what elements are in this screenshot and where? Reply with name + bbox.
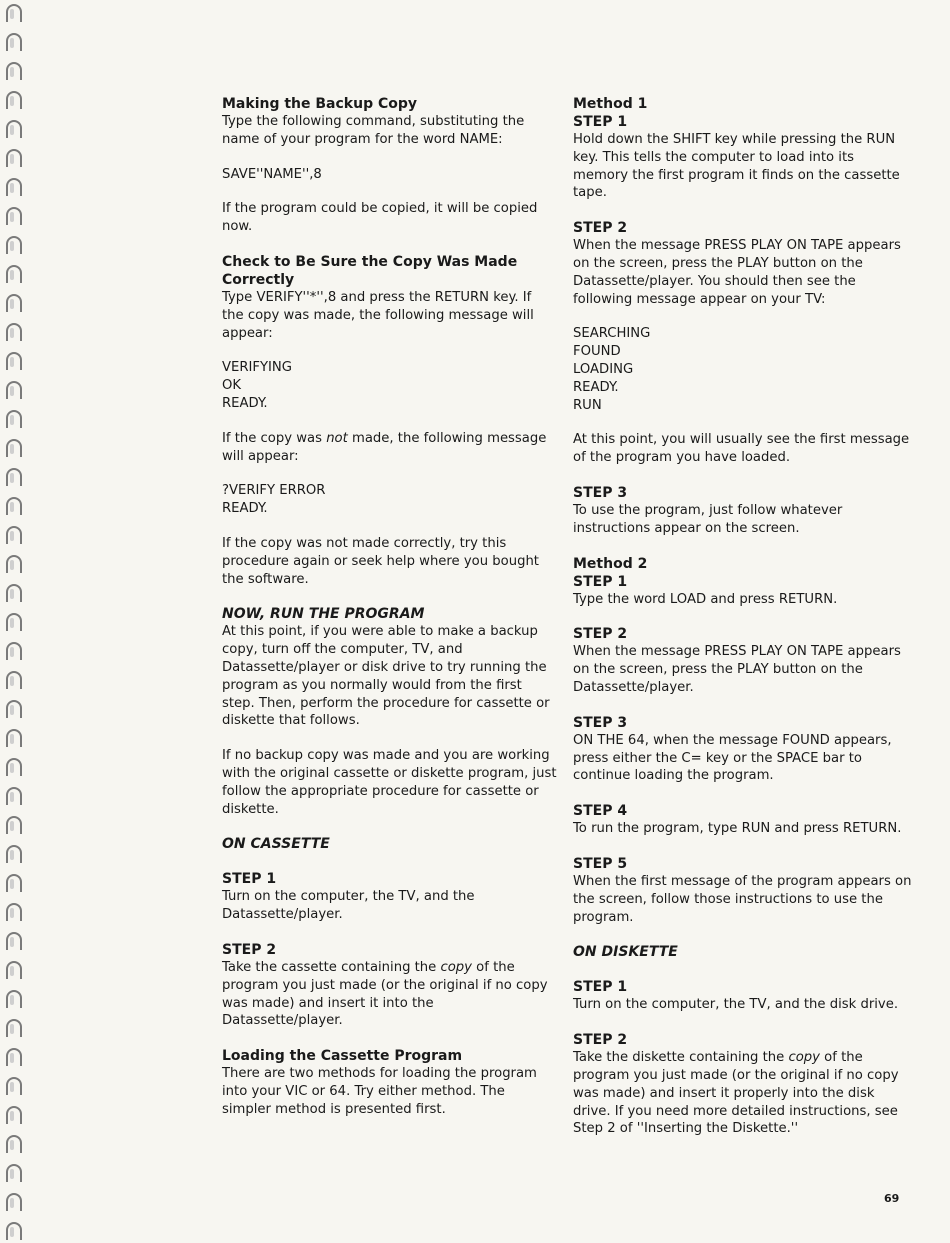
binding-ring [6,816,22,834]
m1-step3-heading: STEP 3 [573,484,628,501]
binding-ring [6,1135,22,1153]
m1-step3-text: To use the program, just follow whatever instructions appear on the screen. [573,502,843,536]
m2-step1-text: Type the word LOAD and press RETURN. [573,591,838,607]
m2-step3-heading: STEP 3 [573,714,628,731]
binding-ring [6,526,22,544]
disk-step2-heading: STEP 2 [573,1032,628,1049]
disk-step2-text: Take the diskette containing the copy of the program you just made (or the original if no copy was made) and insert it properly into the disk drive. If you need more detailed instructions, see Step 2 of ''Inserting the Diskette.'' [573,1050,899,1137]
run-program-text: At this point, if you were able to make a backup copy, turn off the computer, TV, and Datassette/player or disk drive to try running the program as you normally would from the first step. Then, perform the procedure for cassette or diskette that follows. [222,624,550,729]
m2-step3-text: ON THE 64, when the message FOUND appears, press either the C= key or the SPACE bar to continue loading the program. [573,732,892,784]
not-made-text: If the copy was not made, the following message will appear: [222,430,547,464]
binding-ring [6,1019,22,1037]
binding-ring [6,1106,22,1124]
loading-cassette-text: There are two methods for loading the program into your VIC or 64. Try either method. The simpler method is presented first. [222,1066,537,1117]
m2-step2-text: When the message PRESS PLAY ON TAPE appears on the screen, press the PLAY button on the Datassette/player. [573,644,901,695]
save-command: SAVE''NAME'',8 [222,166,322,182]
m2-step2-heading: STEP 2 [573,626,628,643]
binding-ring [6,961,22,979]
error-line: ?VERIFY ERROR [222,483,326,499]
search-line: LOADING [573,361,634,377]
binding-ring [6,207,22,225]
binding-ring [6,294,22,312]
m2-step5-text: When the first message of the program appears on the screen, follow those instructions to use the program. [573,873,912,925]
binding-ring [6,1193,22,1211]
binding-ring [6,149,22,167]
disk-step1-text: Turn on the computer, the TV, and the disk drive. [573,997,899,1013]
method2-heading: Method 2 [573,555,648,572]
verify-output [222,359,557,412]
left-column [222,95,557,1135]
m1-step1-heading: STEP 1 [573,114,628,130]
binding-ring [6,91,22,109]
binding-ring [6,613,22,631]
binding-ring [6,700,22,718]
search-output [573,325,913,414]
binding-ring [6,1048,22,1066]
making-backup-heading: Making the Backup Copy [222,96,418,112]
loading-cassette-heading: Loading the Cassette Program [222,1048,463,1065]
binding-ring [6,903,22,921]
m2-step5-heading: STEP 5 [573,855,628,872]
binding-ring [6,1077,22,1095]
cassette-step2-text: Take the cassette containing the copy of the program you just made (or the original if no copy was made) and insert it into the Datassette/player. [222,959,548,1029]
cassette-step1-text: Turn on the computer, the TV, and the Datassette/player. [222,889,475,923]
binding-ring [6,33,22,51]
search-line: READY. [573,379,619,395]
binding-ring [6,410,22,428]
binding-ring [6,671,22,689]
binding-ring [6,497,22,515]
m2-step4-text: To run the program, type RUN and press RETURN. [573,821,902,837]
binding-ring [6,787,22,805]
disk-step1-heading: STEP 1 [573,979,628,996]
m2-step1-heading: STEP 1 [573,573,628,590]
check-copy-heading: Check to Be Sure the Copy Was Made Correctly [222,253,518,288]
binding-ring [6,120,22,138]
m1-step2-text: When the message PRESS PLAY ON TAPE appears on the screen, press the PLAY button on the Datassette/player. You should then see the following message appear on your TV: [573,238,901,307]
binding-ring [6,4,22,22]
binding-ring [6,178,22,196]
error-line: READY. [222,501,268,517]
right-column [573,95,913,1155]
verify-line: VERIFYING [222,360,293,376]
making-backup-text: Type the following command, substituting the name of your program for the word NAME: [222,114,525,147]
binding-ring [6,439,22,457]
spiral-binding [0,0,30,1243]
search-line: SEARCHING [573,326,651,342]
check-copy-text: Type VERIFY''*'',8 and press the RETURN key. If the copy was made, the following message will appear: [222,289,534,341]
cassette-step2-heading: STEP 2 [222,941,277,958]
on-cassette-heading: ON CASSETTE [222,836,330,853]
binding-ring [6,1164,22,1182]
on-diskette-heading: ON DISKETTE [573,944,678,961]
m1-step2-heading: STEP 2 [573,220,628,237]
binding-ring [6,874,22,892]
cassette-step1-heading: STEP 1 [222,871,277,888]
no-backup-text: If no backup copy was made and you are working with the original cassette or diskette program, just follow the appropriate procedure for cassette or diskette. [222,748,557,817]
binding-ring [6,845,22,863]
search-line: RUN [573,397,602,413]
binding-ring [6,642,22,660]
page-number: 69 [884,1192,900,1205]
copied-text: If the program could be copied, it will be copied now. [222,201,538,235]
binding-ring [6,468,22,486]
binding-ring [6,1222,22,1240]
search-line: FOUND [573,344,621,360]
binding-ring [6,265,22,283]
error-output [222,482,557,518]
method1-heading: Method 1 [573,96,648,112]
binding-ring [6,729,22,747]
binding-ring [6,236,22,254]
verify-line: OK [222,378,242,394]
binding-ring [6,990,22,1008]
m1-step1-text: Hold down the SHIFT key while pressing the RUN key. This tells the computer to load into its memory the first program it finds on the cassette tape. [573,132,900,201]
binding-ring [6,323,22,341]
m2-step4-heading: STEP 4 [573,803,628,820]
m1-after-text: At this point, you will usually see the first message of the program you have loaded. [573,432,910,466]
verify-line: READY. [222,395,268,411]
binding-ring [6,555,22,573]
binding-ring [6,352,22,370]
binding-ring [6,758,22,776]
binding-ring [6,932,22,950]
binding-ring [6,62,22,80]
binding-ring [6,381,22,399]
incorrect-text: If the copy was not made correctly, try this procedure again or seek help where you bought the software. [222,535,539,587]
run-program-heading: NOW, RUN THE PROGRAM [222,606,425,623]
binding-ring [6,584,22,602]
